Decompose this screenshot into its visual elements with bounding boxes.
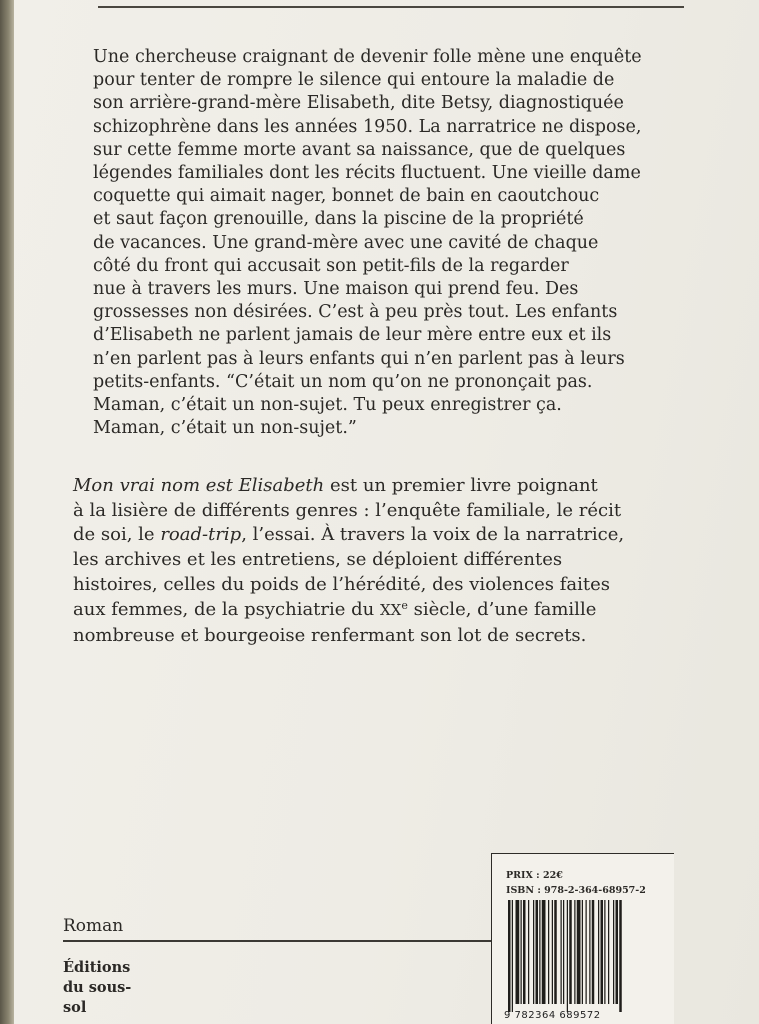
barcode-bar bbox=[604, 900, 605, 1004]
back-cover bbox=[14, 0, 759, 1024]
barcode-bar bbox=[582, 900, 583, 1004]
top-divider bbox=[98, 6, 684, 8]
barcode-bar bbox=[619, 900, 622, 1012]
synopsis-line: côté du front qui accusait son petit-fils de la regarder bbox=[93, 255, 569, 276]
road-trip-italic: road-trip bbox=[160, 524, 242, 546]
barcode-bar bbox=[512, 900, 513, 1012]
book-spine-edge bbox=[0, 0, 14, 1024]
barcode-bar bbox=[539, 900, 540, 1004]
barcode-bar bbox=[536, 900, 539, 1004]
description-line: les archives et les entretiens, se déploient différentes bbox=[73, 549, 563, 571]
barcode-bar bbox=[569, 900, 572, 1004]
genre-label: Roman bbox=[63, 916, 124, 936]
barcode-bar bbox=[613, 900, 614, 1004]
description-line: de soi, le road-trip, l’essai. À travers la voix de la narratrice, bbox=[73, 524, 625, 546]
barcode-bar bbox=[577, 900, 581, 1004]
barcode-bar bbox=[567, 900, 568, 1012]
synopsis-line: nue à travers les murs. Une maison qui prend feu. Des bbox=[93, 279, 579, 300]
barcode-bar bbox=[552, 900, 553, 1004]
barcode-bar bbox=[586, 900, 587, 1004]
barcode-icon bbox=[504, 900, 664, 1012]
isbn-label: ISBN : 978-2-364-68957-2 bbox=[506, 885, 646, 896]
barcode-bar bbox=[548, 900, 549, 1004]
synopsis-line: schizophrène dans les années 1950. La narratrice ne dispose, bbox=[93, 116, 642, 137]
barcode-number: 9 782364 689572 bbox=[504, 1010, 601, 1021]
price-isbn-text bbox=[506, 868, 646, 898]
barcode-bar bbox=[516, 900, 520, 1004]
publisher-name bbox=[63, 958, 131, 1018]
synopsis-line: de vacances. Une grand-mère avec une cavité de chaque bbox=[93, 232, 599, 253]
barcode-bar bbox=[598, 900, 599, 1004]
synopsis-line: d’Elisabeth ne parlent jamais de leur mère entre eux et ils bbox=[93, 325, 612, 346]
barcode-bar bbox=[528, 900, 529, 1004]
barcode-bar bbox=[563, 900, 564, 1004]
barcode-bar bbox=[616, 900, 619, 1004]
synopsis-line: légendes familiales dont les récits fluctuent. Une vieille dame bbox=[93, 163, 641, 184]
barcode-bar bbox=[601, 900, 604, 1004]
barcode-bar bbox=[592, 900, 595, 1004]
barcode-bar bbox=[589, 900, 590, 1004]
barcode-bar bbox=[542, 900, 546, 1004]
century-numeral: XX bbox=[379, 600, 402, 619]
synopsis-line: pour tenter de rompre le silence qui entoure la maladie de bbox=[93, 70, 615, 91]
synopsis-line: Maman, c’était un non-sujet. Tu peux enregistrer ça. bbox=[93, 395, 562, 416]
synopsis-line: Une chercheuse craignant de devenir folle mène une enquête bbox=[93, 47, 642, 67]
synopsis-line: sur cette femme morte avant sa naissance, que de quelques bbox=[93, 139, 626, 160]
book-title-italic: Mon vrai nom est Elisabeth bbox=[73, 475, 325, 496]
description-line: aux femmes, de la psychiatrie du XXe siècle, d’une famille bbox=[73, 598, 597, 620]
barcode-bar bbox=[533, 900, 534, 1004]
synopsis-paragraph bbox=[93, 46, 642, 440]
barcode-bar bbox=[554, 900, 557, 1004]
synopsis-line: grossesses non désirées. C’est à peu près tout. Les enfants bbox=[93, 302, 618, 323]
barcode-bar bbox=[523, 900, 526, 1004]
synopsis-line: son arrière-grand-mère Elisabeth, dite Betsy, diagnostiquée bbox=[93, 93, 624, 114]
price-isbn-box bbox=[491, 853, 674, 1024]
description-paragraph bbox=[73, 474, 624, 649]
description-line: Mon vrai nom est Elisabeth est un premier livre poignant bbox=[73, 475, 598, 496]
barcode-bar bbox=[521, 900, 522, 1004]
barcode-bar bbox=[561, 900, 562, 1004]
publisher-line: sol bbox=[63, 999, 87, 1016]
price-label: PRIX : 22€ bbox=[506, 870, 563, 881]
description-line: histoires, celles du poids de l’hérédité, des violences faites bbox=[73, 573, 610, 595]
publisher-line: Éditions bbox=[63, 959, 131, 976]
synopsis-line: et saut façon grenouille, dans la piscine de la propriété bbox=[93, 209, 584, 230]
century-superscript: e bbox=[401, 598, 408, 612]
description-line: à la lisière de différents genres : l’enquête familiale, le récit bbox=[73, 499, 622, 521]
publisher-line: du sous- bbox=[63, 979, 132, 996]
synopsis-line: Maman, c’était un non-sujet.” bbox=[93, 418, 357, 439]
barcode-bar bbox=[574, 900, 575, 1004]
barcode-bar bbox=[608, 900, 609, 1004]
synopsis-line: coquette qui aimait nager, bonnet de bain en caoutchouc bbox=[93, 186, 600, 207]
synopsis-line: n’en parlent pas à leurs enfants qui n’en parlent pas à leurs bbox=[93, 348, 625, 369]
barcode-bar bbox=[508, 900, 511, 1012]
description-line: nombreuse et bourgeoise renfermant son lot de secrets. bbox=[73, 625, 587, 647]
bottom-divider bbox=[63, 940, 511, 942]
synopsis-line: petits-enfants. “C’était un nom qu’on ne prononçait pas. bbox=[93, 371, 593, 392]
